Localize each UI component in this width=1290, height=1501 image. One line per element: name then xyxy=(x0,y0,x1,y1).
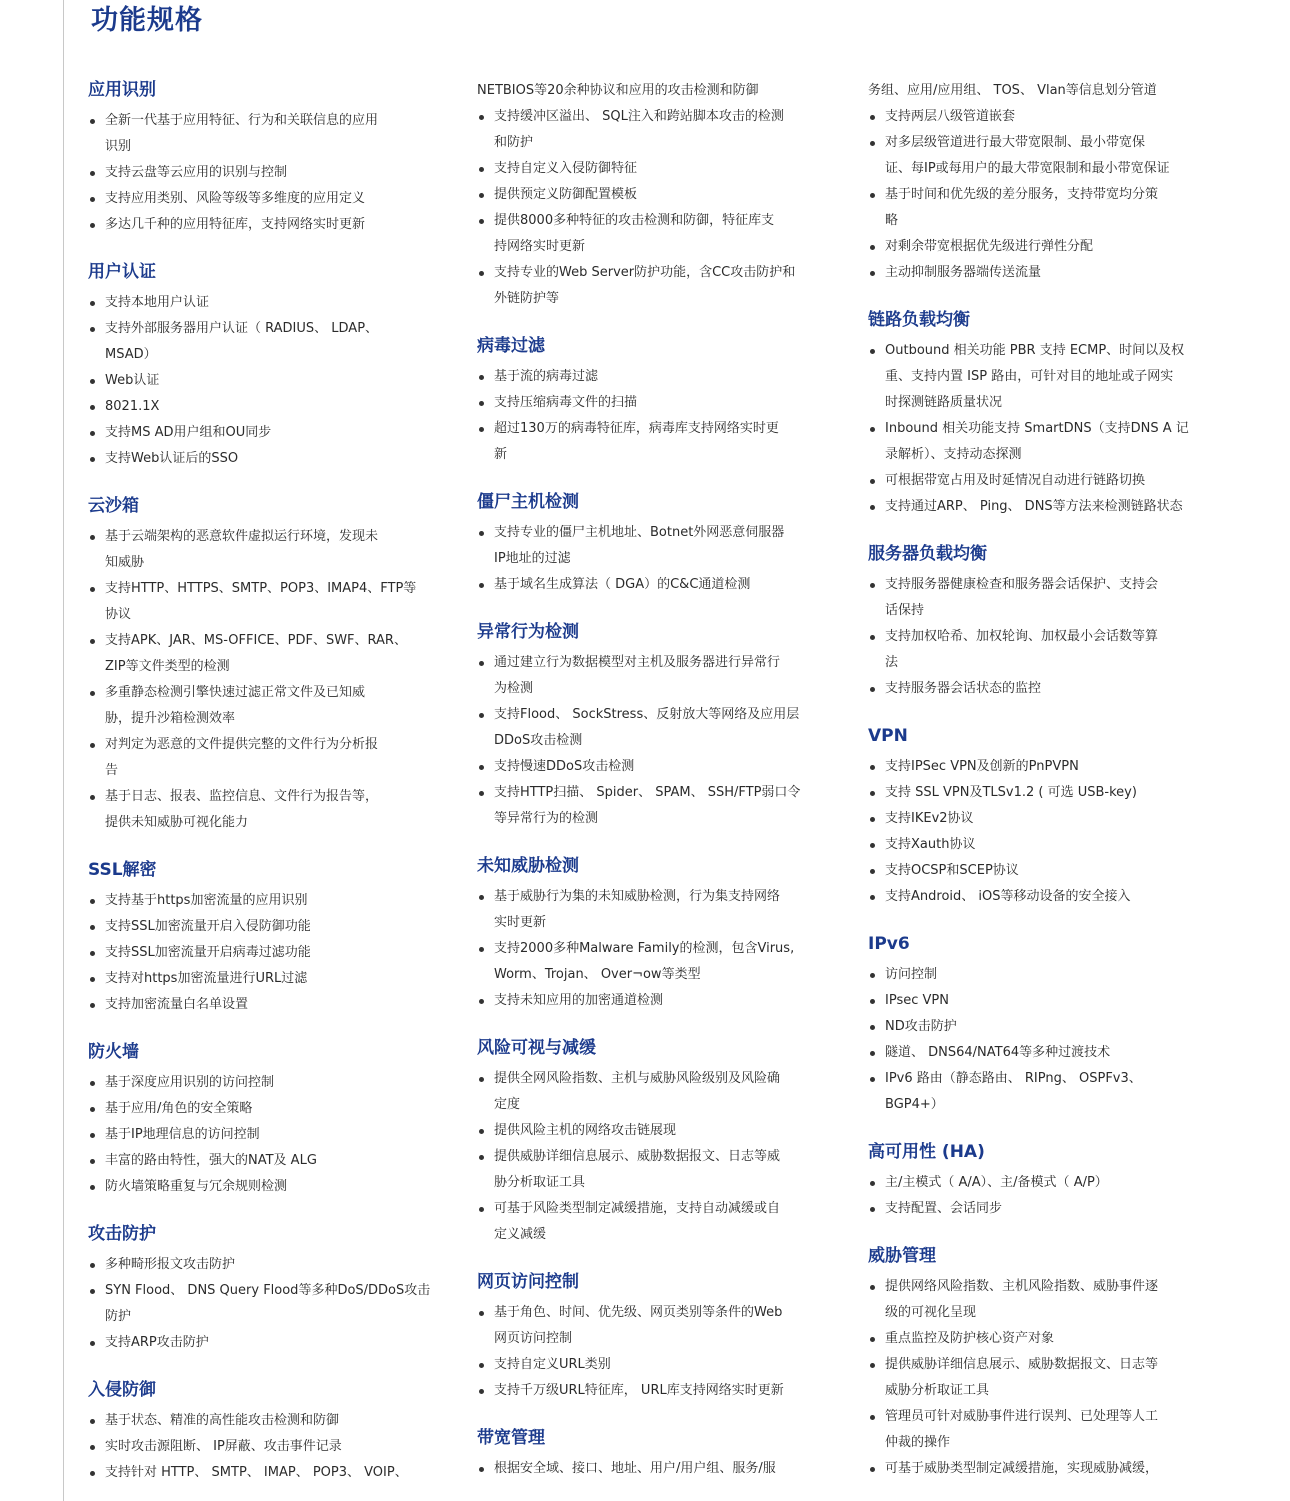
section-title: 异常行为检测 xyxy=(477,622,579,642)
section-title: 风险可视与减缓 xyxy=(477,1038,596,1058)
bullet-item: 基于域名生成算法（ DGA）的C&C通道检测 xyxy=(477,572,822,598)
bullet-item: 可基于风险类型制定减缓措施，支持自动减缓或自 xyxy=(477,1196,822,1222)
page-title: 功能规格 xyxy=(91,5,203,36)
spec-section xyxy=(477,1036,822,1248)
bullet-item: 支持加权哈希、加权轮询、加权最小会话数等算 xyxy=(868,624,1213,650)
bullet-item: IPsec VPN xyxy=(868,988,1213,1014)
bullet-item-continuation: 定义减缓 xyxy=(494,1227,547,1242)
bullet-item: 管理员可针对威胁事件进行误判、已处理等人工 xyxy=(868,1404,1213,1430)
bullet-item: Web认证 xyxy=(88,368,433,394)
bullet-list xyxy=(868,1170,1213,1222)
bullet-item: Inbound 相关功能支持 SmartDNS（支持DNS A 记 xyxy=(868,416,1213,442)
bullet-item: 基于流的病毒过滤 xyxy=(477,364,822,390)
section-title: 用户认证 xyxy=(88,262,156,282)
bullet-item: 根据安全域、接口、地址、用户/用户组、服务/服 xyxy=(477,1456,822,1482)
bullet-item: 支持MS AD用户组和OU同步 xyxy=(88,420,433,446)
bullet-item: 基于IP地理信息的访问控制 xyxy=(88,1122,433,1148)
bullet-item: 提供风险主机的网络攻击链展现 xyxy=(477,1118,822,1144)
section-title: 未知威胁检测 xyxy=(477,856,579,876)
section-gap xyxy=(868,702,1213,724)
spec-section xyxy=(88,260,433,472)
bullet-item: 支持外部服务器用户认证（ RADIUS、 LDAP、 xyxy=(88,316,433,342)
section-title: SSL解密 xyxy=(88,860,157,880)
bullet-item: 支持自定义URL类别 xyxy=(477,1352,822,1378)
bullet-list xyxy=(868,104,1213,286)
bullet-item: 支持针对 HTTP、 SMTP、 IMAP、 POP3、 VOIP、 xyxy=(88,1460,433,1486)
bullet-item: 提供全网风险指数、主机与威胁风险级别及风险确 xyxy=(477,1066,822,1092)
section-title: 病毒过滤 xyxy=(477,336,545,356)
section-title: 威胁管理 xyxy=(868,1246,936,1266)
bullet-item-continuation: 略 xyxy=(885,213,899,228)
bullet-item: 支持应用类别、风险等级等多维度的应用定义 xyxy=(88,186,433,212)
spec-section xyxy=(477,854,822,1014)
bullet-item: 支持Web认证后的SSO xyxy=(88,446,433,472)
bullet-list xyxy=(868,338,1213,520)
bullet-list xyxy=(477,1300,822,1404)
bullet-list xyxy=(868,754,1213,910)
bullet-item: 基于应用/角色的安全策略 xyxy=(88,1096,433,1122)
spec-section xyxy=(88,858,433,1018)
bullet-item-continuation: 证、每IP或每用户的最大带宽限制和最小带宽保证 xyxy=(885,161,1170,176)
bullet-item: ND攻击防护 xyxy=(868,1014,1213,1040)
spec-section xyxy=(868,724,1213,910)
bullet-item: 提供威胁详细信息展示、威胁数据报文、日志等 xyxy=(868,1352,1213,1378)
spec-section xyxy=(868,1140,1213,1222)
bullet-item: 丰富的路由特性，强大的NAT及 ALG xyxy=(88,1148,433,1174)
section-gap xyxy=(868,910,1213,932)
spec-section xyxy=(477,1270,822,1404)
bullet-list xyxy=(868,962,1213,1118)
bullet-item-continuation: 级的可视化呈现 xyxy=(885,1305,977,1320)
bullet-item-continuation: 防护 xyxy=(105,1309,132,1324)
bullet-item: 通过建立行为数据模型对主机及服务器进行异常行 xyxy=(477,650,822,676)
bullet-item: 支持缓冲区溢出、 SQL注入和跨站脚本攻击的检测 xyxy=(477,104,822,130)
bullet-item-continuation: 胁，提升沙箱检测效率 xyxy=(105,711,236,726)
section-gap xyxy=(477,1404,822,1426)
bullet-item: 支持配置、会话同步 xyxy=(868,1196,1213,1222)
spec-section xyxy=(88,1222,433,1356)
bullet-item: 支持IPSec VPN及创新的PnPVPN xyxy=(868,754,1213,780)
bullet-item-continuation: Worm、Trojan、 Over¬ow等类型 xyxy=(494,967,701,982)
bullet-item: 可基于威胁类型制定减缓措施，实现威胁减缓， xyxy=(868,1456,1213,1482)
bullet-item: 全新一代基于应用特征、行为和关联信息的应用 xyxy=(88,108,433,134)
bullet-item: 提供威胁详细信息展示、威胁数据报文、日志等威 xyxy=(477,1144,822,1170)
section-gap xyxy=(868,1222,1213,1244)
bullet-item: 支持专业的Web Server防护功能，含CC攻击防护和 xyxy=(477,260,822,286)
section-gap xyxy=(88,1356,433,1378)
bullet-item: 支持SSL加密流量开启入侵防御功能 xyxy=(88,914,433,940)
bullet-item: 实时攻击源阻断、 IP屏蔽、攻击事件记录 xyxy=(88,1434,433,1460)
bullet-list xyxy=(868,1274,1213,1482)
bullet-item: 支持IKEv2协议 xyxy=(868,806,1213,832)
bullet-item: 主动抑制服务器端传送流量 xyxy=(868,260,1213,286)
spec-section xyxy=(477,1426,822,1482)
bullet-item: 支持Flood、 SockStress、反射放大等网络及应用层 xyxy=(477,702,822,728)
bullet-list xyxy=(88,524,433,836)
section-gap xyxy=(868,520,1213,542)
spec-section xyxy=(868,308,1213,520)
bullet-item: 支持自定义入侵防御特征 xyxy=(477,156,822,182)
bullet-item-continuation: BGP4+） xyxy=(885,1097,944,1112)
bullet-list xyxy=(88,108,433,238)
section-gap xyxy=(88,1018,433,1040)
bullet-item: IPv6 路由（静态路由、 RIPng、 OSPFv3、 xyxy=(868,1066,1213,1092)
bullet-item: 隧道、 DNS64/NAT64等多种过渡技术 xyxy=(868,1040,1213,1066)
bullet-item: 多种畸形报文攻击防护 xyxy=(88,1252,433,1278)
spec-section xyxy=(88,1040,433,1200)
bullet-item: 防火墙策略重复与冗余规则检测 xyxy=(88,1174,433,1200)
bullet-item-continuation: 录解析）、支持动态探测 xyxy=(885,447,1022,462)
bullet-item: 支持加密流量白名单设置 xyxy=(88,992,433,1018)
bullet-item: 基于时间和优先级的差分服务，支持带宽均分策 xyxy=(868,182,1213,208)
section-title: 应用识别 xyxy=(88,80,156,100)
section-title: 防火墙 xyxy=(88,1042,139,1062)
column-2 xyxy=(477,78,822,1482)
bullet-item: 多达几千种的应用特征库，支持网络实时更新 xyxy=(88,212,433,238)
bullet-item: 支持ARP攻击防护 xyxy=(88,1330,433,1356)
bullet-item-continuation: 持网络实时更新 xyxy=(494,239,586,254)
bullet-item: 提供网络风险指数、主机风险指数、威胁事件逐 xyxy=(868,1274,1213,1300)
bullet-list xyxy=(477,1066,822,1248)
bullet-item-continuation: 话保持 xyxy=(885,603,925,618)
bullet-item-continuation: 提供未知威胁可视化能力 xyxy=(105,815,249,830)
bullet-item: 支持服务器会话状态的监控 xyxy=(868,676,1213,702)
bullet-item-continuation: 协议 xyxy=(105,607,132,622)
section-title: 入侵防御 xyxy=(88,1380,156,1400)
bullet-item: 主/主模式（ A/A）、主/备模式（ A/P） xyxy=(868,1170,1213,1196)
bullet-item: 支持对https加密流量进行URL过滤 xyxy=(88,966,433,992)
section-title: 攻击防护 xyxy=(88,1224,156,1244)
section-title: VPN xyxy=(868,726,908,746)
bullet-item-continuation: MSAD） xyxy=(105,347,157,362)
spec-section xyxy=(868,104,1213,286)
bullet-list xyxy=(477,1456,822,1482)
bullet-item: 支持HTTP、HTTPS、SMTP、POP3、IMAP4、FTP等 xyxy=(88,576,433,602)
spec-section xyxy=(477,620,822,832)
bullet-list xyxy=(477,520,822,598)
bullet-item: 支持千万级URL特征库， URL库支持网络实时更新 xyxy=(477,1378,822,1404)
section-title: 僵尸主机检测 xyxy=(477,492,579,512)
column-3 xyxy=(868,78,1213,1482)
bullet-item: 访问控制 xyxy=(868,962,1213,988)
bullet-item: 重点监控及防护核心资产对象 xyxy=(868,1326,1213,1352)
bullet-item-continuation: 网页访问控制 xyxy=(494,1331,573,1346)
bullet-list xyxy=(477,884,822,1014)
section-gap xyxy=(477,1248,822,1270)
section-gap xyxy=(477,312,822,334)
bullet-item: 支持Xauth协议 xyxy=(868,832,1213,858)
bullet-item: 支持2000多种Malware Family的检测，包含Virus, xyxy=(477,936,822,962)
bullet-item-continuation: DDoS攻击检测 xyxy=(494,733,583,748)
bullet-item-continuation: 知威胁 xyxy=(105,555,145,570)
bullet-item-continuation: 等异常行为的检测 xyxy=(494,811,599,826)
spec-section xyxy=(868,1244,1213,1482)
bullet-list xyxy=(477,364,822,468)
section-gap xyxy=(88,472,433,494)
section-gap xyxy=(477,1014,822,1036)
section-gap xyxy=(477,598,822,620)
bullet-item-continuation: 胁分析取证工具 xyxy=(494,1175,586,1190)
bullet-item-continuation: 威胁分析取证工具 xyxy=(885,1383,990,1398)
bullet-item-continuation: 告 xyxy=(105,763,119,778)
bullet-item: 支持专业的僵尸主机地址、Botnet外网恶意伺服器 xyxy=(477,520,822,546)
section-gap xyxy=(477,468,822,490)
section-gap xyxy=(868,1118,1213,1140)
bullet-list xyxy=(868,572,1213,702)
section-title: 高可用性 (HA) xyxy=(868,1142,985,1162)
bullet-item: 提供预定义防御配置模板 xyxy=(477,182,822,208)
bullet-item-continuation: 仲裁的操作 xyxy=(885,1435,951,1450)
bullet-item: 支持服务器健康检查和服务器会话保护、支持会 xyxy=(868,572,1213,598)
bullet-list xyxy=(88,1252,433,1356)
bullet-item: 支持云盘等云应用的识别与控制 xyxy=(88,160,433,186)
bullet-list xyxy=(88,1070,433,1200)
column-2-lead-text: NETBIOS等20余种协议和应用的攻击检测和防御 xyxy=(477,83,759,98)
column-1 xyxy=(88,78,433,1486)
bullet-item-continuation: 识别 xyxy=(105,139,132,154)
bullet-item: 支持Android、 iOS等移动设备的安全接入 xyxy=(868,884,1213,910)
bullet-item: 8021.1X xyxy=(88,394,433,420)
bullet-item-continuation: 重、支持内置 ISP 路由，可针对目的地址或子网实 xyxy=(885,369,1174,384)
bullet-item: 对判定为恶意的文件提供完整的文件行为分析报 xyxy=(88,732,433,758)
section-gap xyxy=(477,832,822,854)
bullet-list xyxy=(88,290,433,472)
section-gap xyxy=(88,836,433,858)
bullet-item: SYN Flood、 DNS Query Flood等多种DoS/DDoS攻击 xyxy=(88,1278,433,1304)
bullet-item: Outbound 相关功能 PBR 支持 ECMP、时间以及权 xyxy=(868,338,1213,364)
column-3-lead-text: 务组、应用/应用组、 TOS、 Vlan等信息划分管道 xyxy=(868,83,1157,98)
bullet-list xyxy=(477,650,822,832)
bullet-item-continuation: IP地址的过滤 xyxy=(494,551,571,566)
left-margin-rule xyxy=(63,0,64,1501)
spec-section xyxy=(868,932,1213,1118)
bullet-item: 支持基于https加密流量的应用识别 xyxy=(88,888,433,914)
bullet-item: 超过130万的病毒特征库，病毒库支持网络实时更 xyxy=(477,416,822,442)
bullet-item: 支持 SSL VPN及TLSv1.2 ( 可选 USB-key) xyxy=(868,780,1213,806)
spec-section xyxy=(477,490,822,598)
bullet-item-continuation: 新 xyxy=(494,447,508,462)
bullet-item: 基于深度应用识别的访问控制 xyxy=(88,1070,433,1096)
bullet-item-continuation: 法 xyxy=(885,655,899,670)
bullet-item: 可根据带宽占用及时延情况自动进行链路切换 xyxy=(868,468,1213,494)
bullet-item: 基于状态、精准的高性能攻击检测和防御 xyxy=(88,1408,433,1434)
bullet-item: 支持本地用户认证 xyxy=(88,290,433,316)
bullet-item: 基于威胁行为集的未知威胁检测，行为集支持网络 xyxy=(477,884,822,910)
section-title: 网页访问控制 xyxy=(477,1272,579,1292)
bullet-item: 基于角色、时间、优先级、网页类别等条件的Web xyxy=(477,1300,822,1326)
bullet-item-continuation: 定度 xyxy=(494,1097,521,1112)
bullet-list xyxy=(88,888,433,1018)
bullet-item-continuation: 实时更新 xyxy=(494,915,547,930)
bullet-item: 支持OCSP和SCEP协议 xyxy=(868,858,1213,884)
bullet-list xyxy=(477,104,822,312)
bullet-item: 支持压缩病毒文件的扫描 xyxy=(477,390,822,416)
bullet-item: 基于云端架构的恶意软件虚拟运行环境，发现未 xyxy=(88,524,433,550)
spec-section xyxy=(477,104,822,312)
bullet-item: 多重静态检测引擎快速过滤正常文件及已知威 xyxy=(88,680,433,706)
bullet-item-continuation: 和防护 xyxy=(494,135,534,150)
bullet-item: 支持两层八级管道嵌套 xyxy=(868,104,1213,130)
bullet-item-continuation: 为检测 xyxy=(494,681,534,696)
section-gap xyxy=(868,286,1213,308)
spec-section xyxy=(477,334,822,468)
section-gap xyxy=(88,1200,433,1222)
section-title: 带宽管理 xyxy=(477,1428,545,1448)
section-title: 云沙箱 xyxy=(88,496,139,516)
section-title: IPv6 xyxy=(868,934,910,954)
bullet-item: 基于日志、报表、监控信息、文件行为报告等， xyxy=(88,784,433,810)
bullet-item: 对剩余带宽根据优先级进行弹性分配 xyxy=(868,234,1213,260)
bullet-item: 支持通过ARP、 Ping、 DNS等方法来检测链路状态 xyxy=(868,494,1213,520)
section-title: 服务器负载均衡 xyxy=(868,544,987,564)
bullet-item-continuation: 时探测链路质量状况 xyxy=(885,395,1003,410)
spec-section xyxy=(88,78,433,238)
section-gap xyxy=(88,238,433,260)
bullet-item: 支持HTTP扫描、 Spider、 SPAM、 SSH/FTP弱口令 xyxy=(477,780,822,806)
bullet-item: 支持APK、JAR、MS-OFFICE、PDF、SWF、RAR、 xyxy=(88,628,433,654)
spec-section xyxy=(868,542,1213,702)
bullet-item: 提供8000多种特征的攻击检测和防御，特征库支 xyxy=(477,208,822,234)
bullet-item-continuation: ZIP等文件类型的检测 xyxy=(105,659,230,674)
bullet-item: 支持SSL加密流量开启病毒过滤功能 xyxy=(88,940,433,966)
bullet-item: 对多层级管道进行最大带宽限制、最小带宽保 xyxy=(868,130,1213,156)
bullet-item: 支持慢速DDoS攻击检测 xyxy=(477,754,822,780)
spec-section xyxy=(88,494,433,836)
bullet-list xyxy=(88,1408,433,1486)
spec-section xyxy=(88,1378,433,1486)
bullet-item-continuation: 外链防护等 xyxy=(494,291,560,306)
bullet-item: 支持未知应用的加密通道检测 xyxy=(477,988,822,1014)
section-title: 链路负载均衡 xyxy=(868,310,970,330)
